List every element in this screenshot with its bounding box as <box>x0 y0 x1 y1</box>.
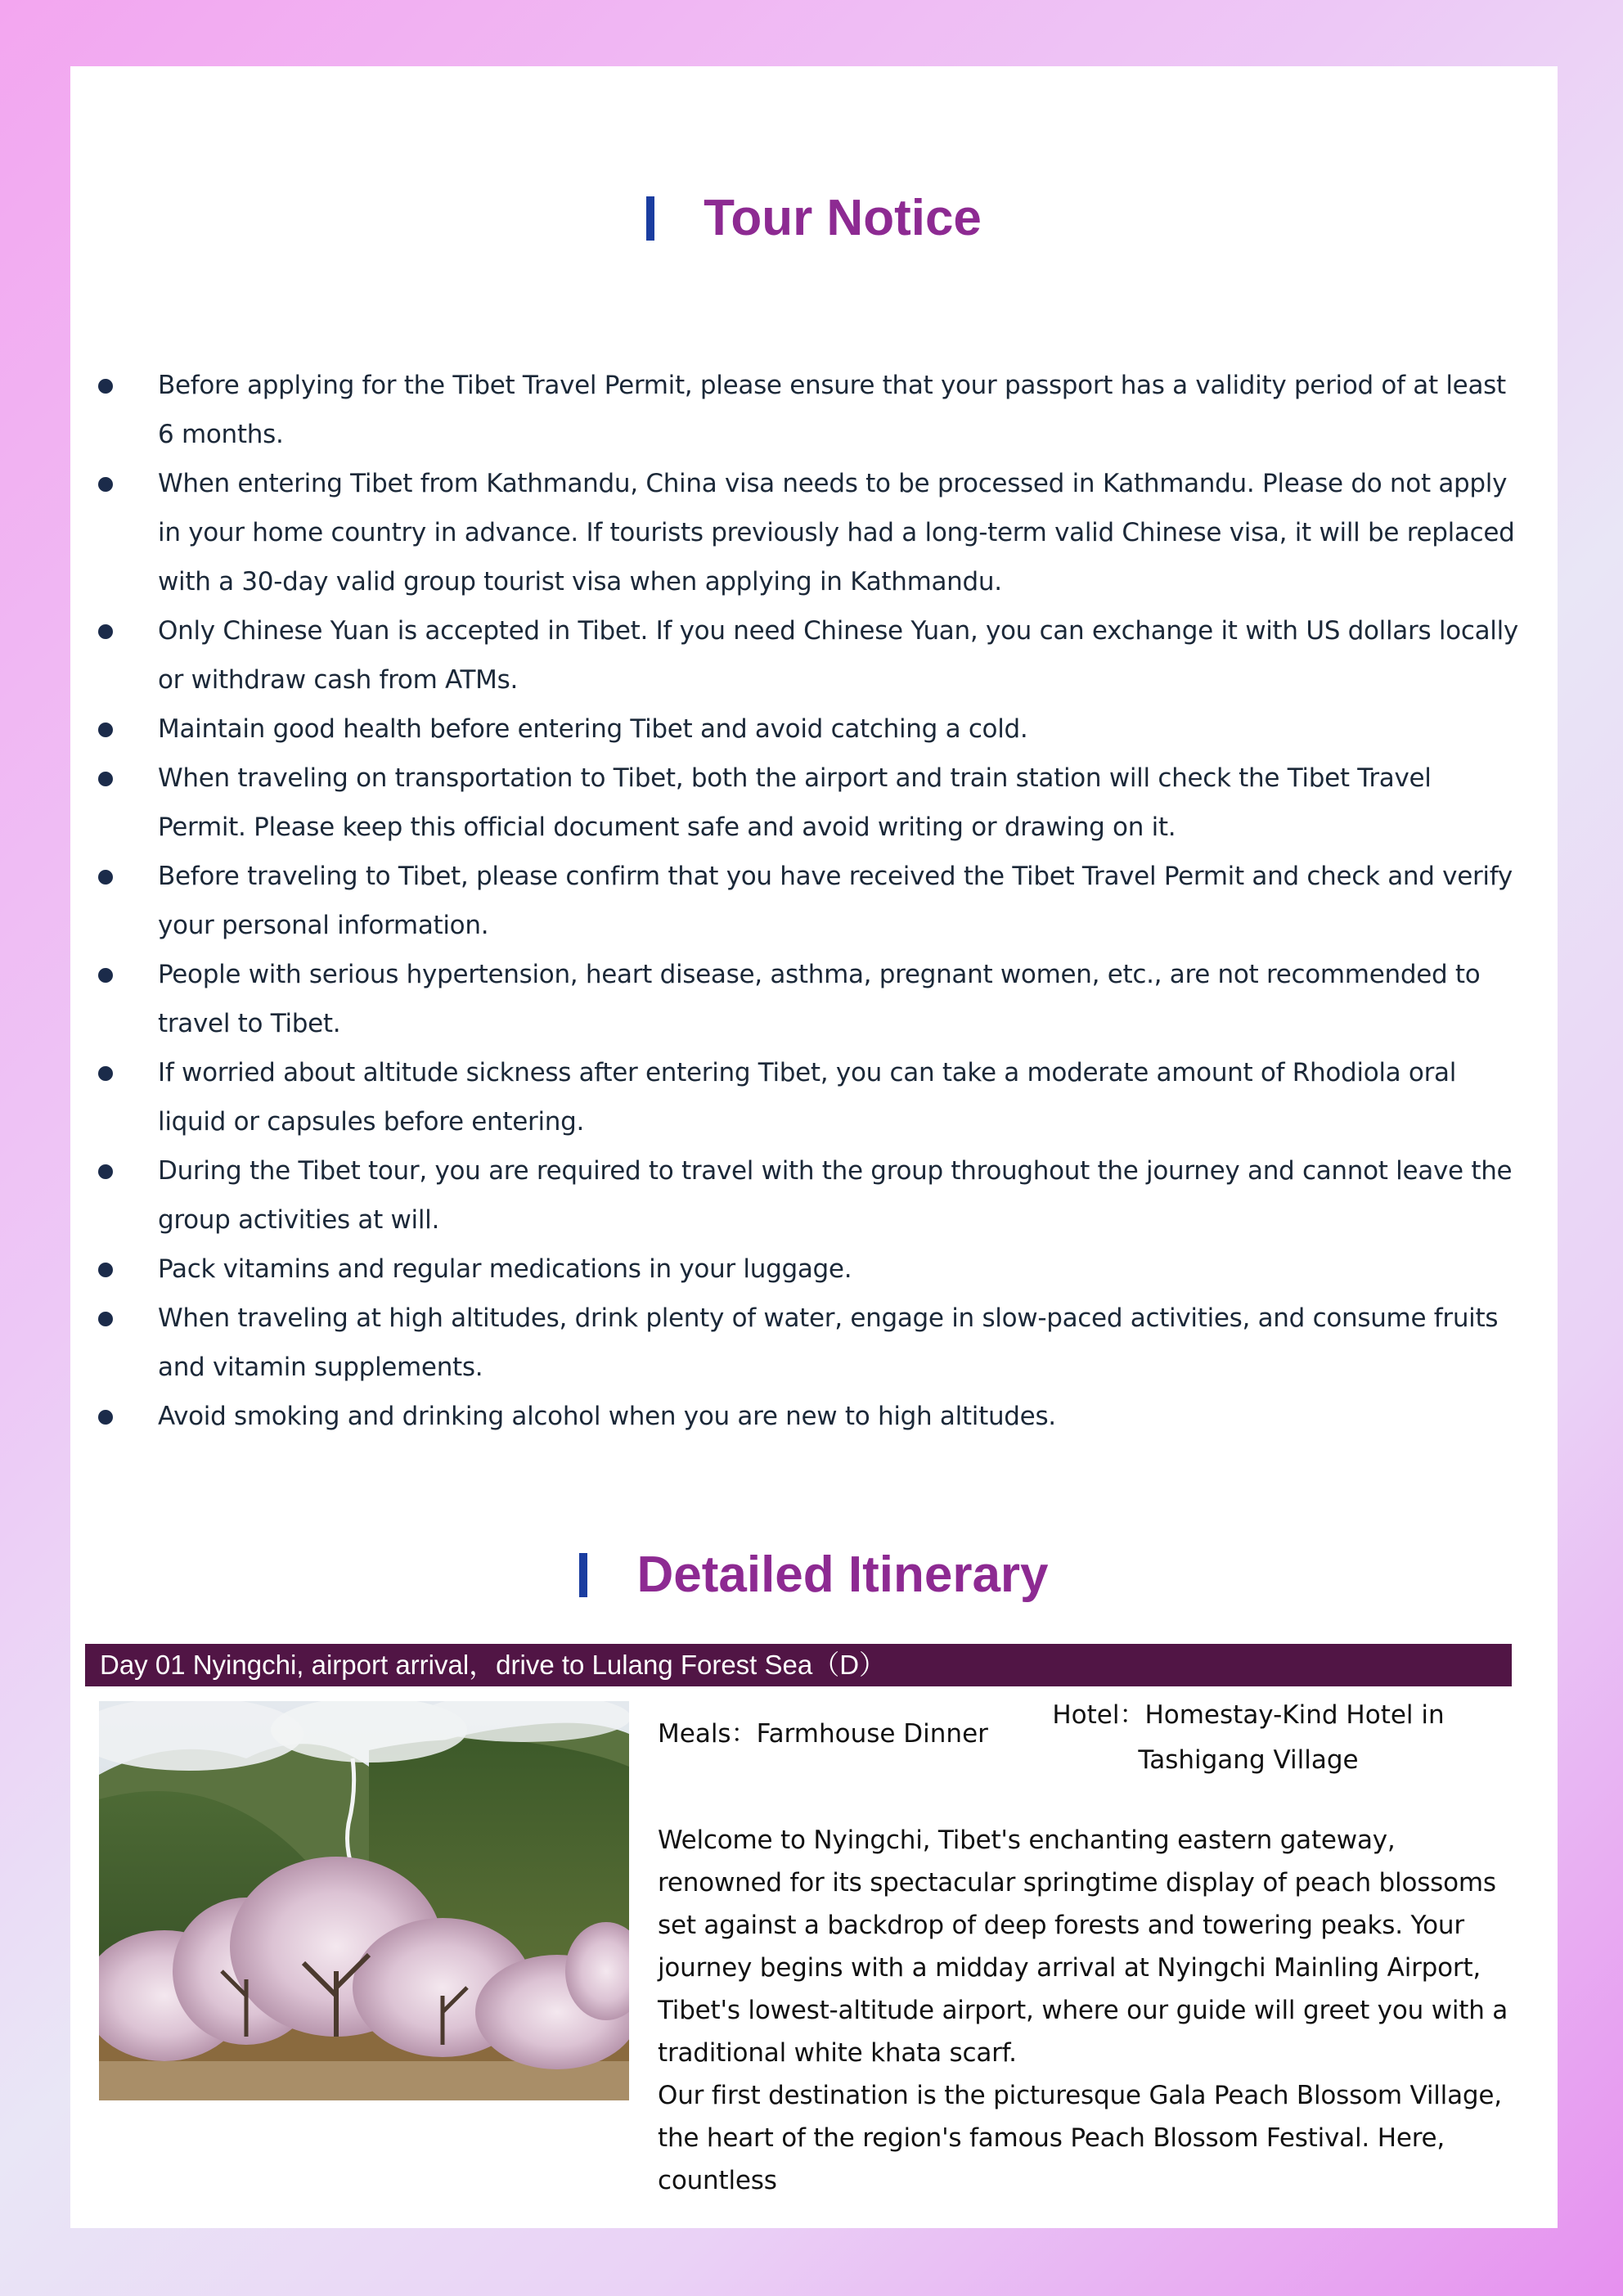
notice-item <box>158 852 1524 950</box>
notice-item <box>158 1146 1524 1245</box>
notice-item <box>158 1048 1524 1146</box>
tour-notice-title: Tour Notice <box>704 190 982 246</box>
bullet-icon <box>98 624 113 639</box>
bullet-icon <box>98 477 113 492</box>
notice-item-text: Maintain good health before entering Tibet and avoid catching a cold. <box>158 714 1028 744</box>
heading-accent-bar <box>579 1553 587 1597</box>
notice-item <box>158 754 1524 852</box>
tour-notice-heading <box>70 189 1558 247</box>
description-paragraph: Our first destination is the picturesque Gala Peach Blossom Village, the heart of the region's famous Peach Blossom Festival. Here, countless <box>658 2081 1502 2195</box>
bullet-icon <box>98 723 113 737</box>
notice-item <box>158 705 1524 754</box>
itinerary-heading <box>70 1546 1558 1604</box>
notice-item <box>158 1392 1524 1441</box>
peach-blossom-valley-photo <box>99 1701 629 2100</box>
notice-item <box>158 950 1524 1048</box>
bullet-icon <box>98 1066 113 1081</box>
bullet-icon <box>98 1263 113 1277</box>
notice-item <box>158 361 1524 459</box>
description-paragraph: Welcome to Nyingchi, Tibet's enchanting eastern gateway, renowned for its spectacular springtime display of peach blossoms set against a backdrop of deep forests and towering peaks. Your journey begins with a midday arrival at Nyingchi Mainling Airport, Tibet's lowest-altitude airport, where our guide will greet you with a traditional white khata scarf. <box>658 1826 1508 2068</box>
notice-item-text: Avoid smoking and drinking alcohol when you are new to high altitudes. <box>158 1402 1056 1431</box>
notice-item <box>158 1245 1524 1294</box>
notice-item-text: When entering Tibet from Kathmandu, China visa needs to be processed in Kathmandu. Please do not apply in your home country in advance. If tourists previously had a long-term valid Chinese visa, it will be replaced with a 30-day valid group tourist visa when applying in Kathmandu. <box>158 469 1515 597</box>
notice-item-text: When traveling at high altitudes, drink plenty of water, engage in slow-paced activities, and consume fruits and vitamin supplements. <box>158 1303 1499 1382</box>
notice-item <box>158 606 1524 705</box>
bullet-icon <box>98 1312 113 1326</box>
notice-item-text: When traveling on transportation to Tibet, both the airport and train station will check the Tibet Travel Permit. Please keep this official document safe and avoid writing or drawing on it. <box>158 763 1432 842</box>
bullet-icon <box>98 1164 113 1179</box>
tour-notice-list <box>158 361 1524 1441</box>
document-page <box>70 66 1558 2228</box>
heading-accent-bar <box>646 196 654 241</box>
bullet-icon <box>98 772 113 786</box>
notice-item-text: Pack vitamins and regular medications in your luggage. <box>158 1254 852 1284</box>
bullet-icon <box>98 870 113 885</box>
notice-item-text: During the Tibet tour, you are required to travel with the group throughout the journey and cannot leave the group activities at will. <box>158 1156 1513 1235</box>
bullet-icon <box>98 1410 113 1425</box>
day-description <box>658 1819 1517 2202</box>
notice-item <box>158 1294 1524 1392</box>
notice-item-text: If worried about altitude sickness after entering Tibet, you can take a moderate amount of Rhodiola oral liquid or capsules before entering. <box>158 1058 1457 1137</box>
meals-info: Meals：Farmhouse Dinner <box>658 1719 988 1749</box>
itinerary-title: Detailed Itinerary <box>636 1546 1049 1603</box>
notice-item-text: People with serious hypertension, heart disease, asthma, pregnant women, etc., are not recommended to travel to Tibet. <box>158 960 1481 1038</box>
notice-item <box>158 459 1524 606</box>
notice-item-text: Only Chinese Yuan is accepted in Tibet. If you need Chinese Yuan, you can exchange it with US dollars locally or withdraw cash from ATMs. <box>158 616 1518 695</box>
day-header-bar: Day 01 Nyingchi, airport arrival，drive to Lulang Forest Sea（D） <box>85 1644 1512 1686</box>
notice-item-text: Before applying for the Tibet Travel Permit, please ensure that your passport has a validity period of at least 6 months. <box>158 371 1506 449</box>
bullet-icon <box>98 968 113 983</box>
notice-item-text: Before traveling to Tibet, please confirm that you have received the Tibet Travel Permit and check and verify your personal information. <box>158 862 1513 940</box>
hotel-info: Hotel：Homestay-Kind Hotel in Tashigang Village <box>1052 1700 1445 1775</box>
bullet-icon <box>98 379 113 394</box>
